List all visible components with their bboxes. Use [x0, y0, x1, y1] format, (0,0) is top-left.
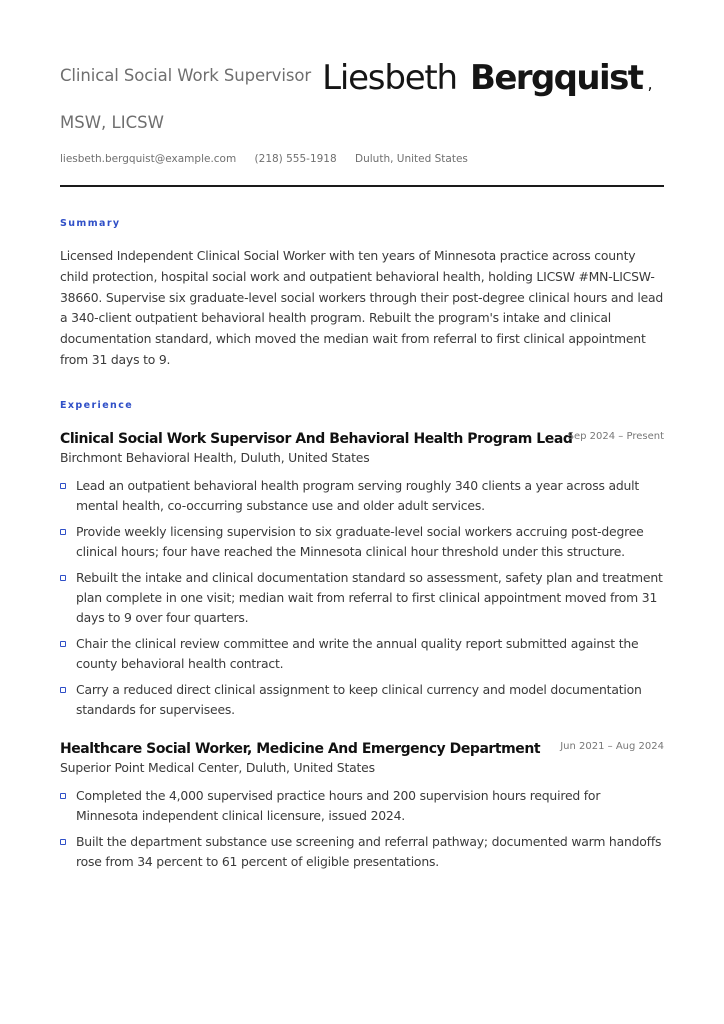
bullet-text: Rebuilt the intake and clinical documentation standard so assessment, safety plan and treatment plan complete in one visit; median wait from referral to first clinical appointment moved from 31 days to 9 over four quarters.: [76, 570, 663, 625]
bullet-text: Chair the clinical review committee and write the annual quality report submitted against the county behavioral health contract.: [76, 636, 639, 671]
list-item: [60, 476, 664, 516]
bullet-text: Built the department substance use screening and referral pathway; documented warm handoffs rose from 34 percent to 61 percent of eligible presentations.: [76, 834, 662, 869]
job-header: [60, 738, 664, 757]
job-dates: Jun 2021 – Aug 2024: [560, 741, 664, 752]
list-item: [60, 522, 664, 562]
summary-text: Licensed Independent Clinical Social Worker with ten years of Minnesota practice across county child protection, hospital social work and outpatient behavioral health, holding LICSW #MN-LICSW-38660. Supervise six graduate-level social workers through their post-degree clinical hours and lead a 340-client outpatient behavioral health program. Rebuilt the program's intake and clinical documentation standard, which moved the median wait from referral to first clinical appointment from 31 days to 9.: [60, 248, 664, 367]
header-divider: [60, 185, 664, 187]
first-name: Liesbeth: [322, 58, 457, 98]
job-title: Healthcare Social Worker, Medicine And Emergency Department: [60, 741, 541, 757]
square-bullet-icon: [60, 641, 66, 647]
list-item: [60, 680, 664, 720]
bullet-text: Provide weekly licensing supervision to six graduate-level social workers accruing post-degree clinical hours; four have reached the Minnesota clinical hour threshold under this structure.: [76, 524, 644, 559]
job-bullet-list: [60, 786, 664, 878]
bullet-text: Lead an outpatient behavioral health program serving roughly 340 clients a year across adult mental health, co-occurring substance use and older adult services.: [76, 478, 640, 513]
list-item: [60, 786, 664, 826]
header-name-line: [60, 58, 680, 98]
job-organization: Superior Point Medical Center, Duluth, United States: [60, 760, 375, 775]
job-title: Clinical Social Work Supervisor And Behavioral Health Program Lead: [60, 431, 573, 447]
bullet-text: Completed the 4,000 supervised practice hours and 200 supervision hours required for Minnesota independent clinical licensure, issued 2024.: [76, 788, 601, 823]
list-item: [60, 634, 664, 674]
contact-line: [60, 153, 483, 165]
credentials: MSW, LICSW: [60, 113, 164, 132]
square-bullet-icon: [60, 483, 66, 489]
summary-heading: Summary: [60, 218, 121, 229]
job-header: [60, 428, 664, 447]
square-bullet-icon: [60, 793, 66, 799]
square-bullet-icon: [60, 687, 66, 693]
name-comma: ,: [647, 74, 653, 93]
contact-phone: (218) 555-1918: [254, 153, 337, 165]
job-bullet-list: [60, 476, 664, 726]
bullet-text: Carry a reduced direct clinical assignment to keep clinical currency and model documentation standards for supervisees.: [76, 682, 642, 717]
job-organization: Birchmont Behavioral Health, Duluth, United States: [60, 450, 370, 465]
square-bullet-icon: [60, 839, 66, 845]
experience-heading: Experience: [60, 400, 134, 411]
contact-location: Duluth, United States: [355, 153, 468, 165]
contact-email[interactable]: liesbeth.bergquist@example.com: [60, 153, 237, 165]
square-bullet-icon: [60, 575, 66, 581]
list-item: [60, 832, 664, 872]
job-dates: Sep 2024 – Present: [567, 431, 664, 442]
list-item: [60, 568, 664, 628]
job-role-title: Clinical Social Work Supervisor: [60, 66, 311, 85]
square-bullet-icon: [60, 529, 66, 535]
last-name: Bergquist: [470, 58, 643, 98]
